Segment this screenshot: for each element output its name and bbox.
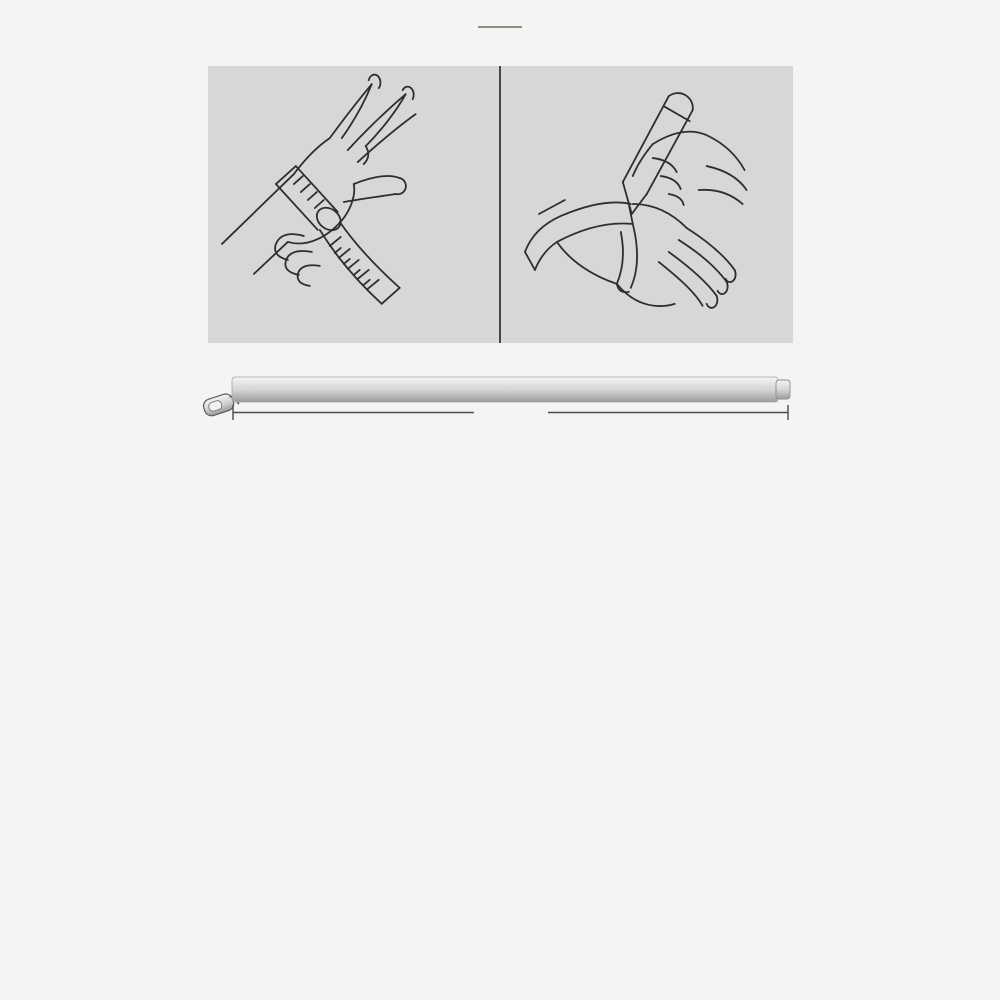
measuring-tape-illustration-icon (208, 66, 500, 343)
lower-hand (557, 204, 736, 308)
measuring-tape (275, 166, 400, 304)
panel-measure-tape (208, 66, 500, 343)
illustration-panels (208, 66, 793, 343)
forearm-line (221, 174, 293, 244)
upper-hand (633, 132, 747, 205)
panel-mark-wrist (501, 66, 793, 343)
wrist-marking-illustration-icon (501, 66, 793, 343)
tennis-bracelet-image (202, 377, 790, 418)
bracelet-size-figure (0, 348, 1000, 513)
wrist-strap (525, 200, 633, 270)
marker-pen (623, 93, 693, 214)
dimension-line (233, 405, 788, 420)
title-divider (478, 26, 522, 28)
